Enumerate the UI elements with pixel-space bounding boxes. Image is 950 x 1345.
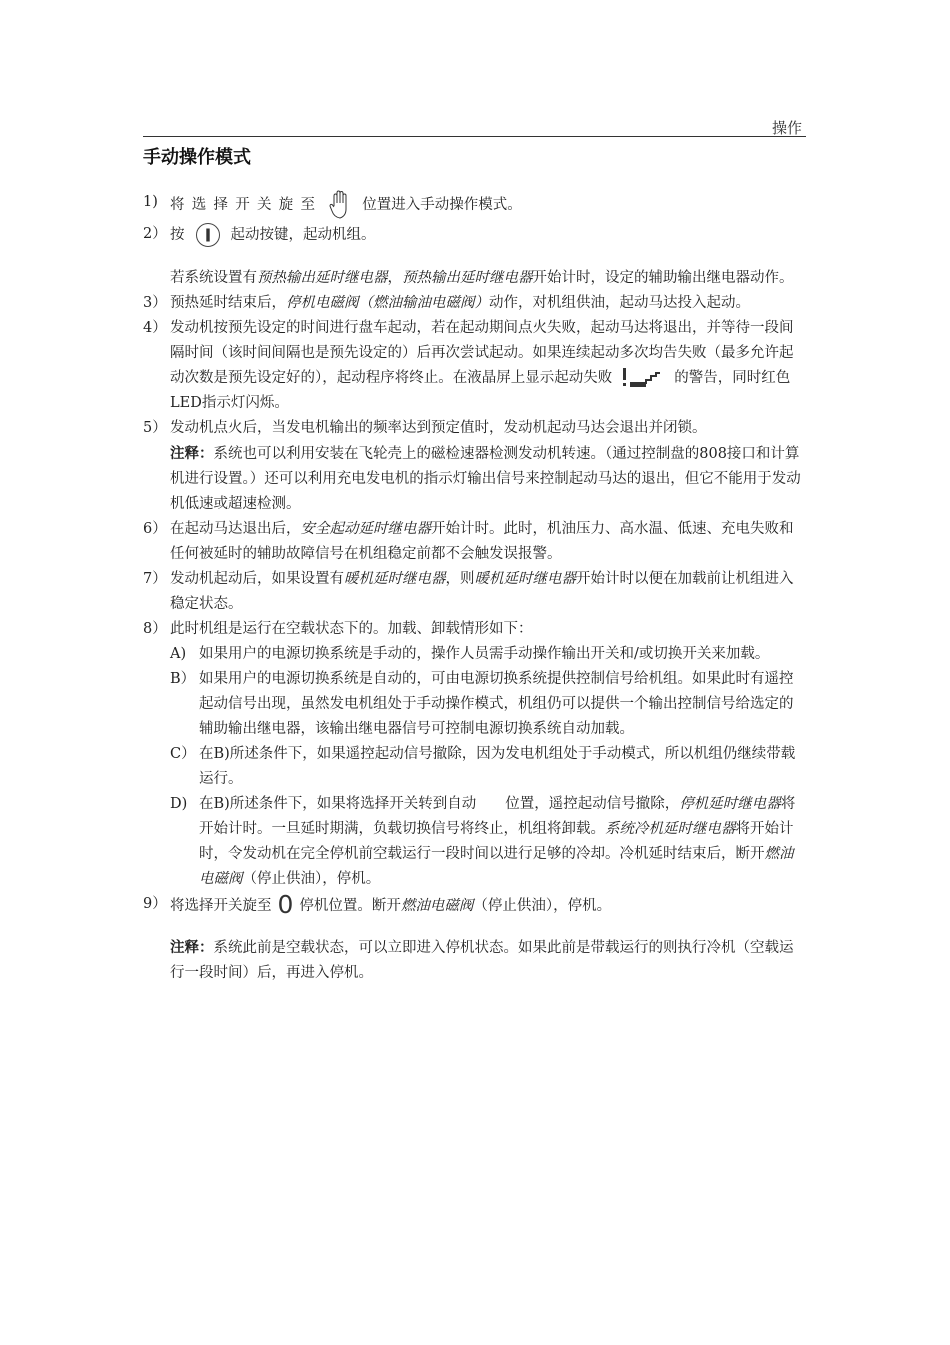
text: 将开始计时，令发动机在完全停机前空载运行一段时间以进行足够的冷却。冷机延时结束后，断开 [199, 821, 794, 862]
text: 若系统设置有 [170, 270, 257, 286]
step-8-d [170, 792, 806, 892]
text: 开始计时。此时，机油压力、高水温、低速、充电失败和任何被延时的辅助故障信号在机组稳定前都不会触发误报警。 [170, 521, 794, 562]
note-label: 注释： [170, 445, 214, 462]
text: ，则 [445, 571, 475, 587]
sub-number: D) [170, 796, 188, 812]
text: 在B)所述条件下，如果将选择开关转到自动 位置，遥控起动信号撤除， [199, 796, 680, 812]
step-8-a [170, 642, 806, 667]
step-3 [143, 291, 806, 316]
page-title: 手动操作模式 [143, 147, 251, 168]
italic-term: 暖机延时继电器 [344, 571, 446, 587]
italic-term: 安全起动延时继电器 [300, 521, 431, 537]
step-text: 按 [170, 227, 185, 243]
content-body [143, 190, 806, 986]
step-6 [143, 517, 806, 567]
section-header: 操作 [772, 119, 803, 137]
text: 此时机组是运行在空载状态下的。加载、卸载情形如下： [170, 621, 533, 637]
sub-text: 如果用户的电源切换系统是自动的，可由电源切换系统提供控制信号给机组。如果此时有遥控起动信号出现，虽然发电机组处于手动操作模式，机组仍可以提供一个输出控制信号给选定的辅助输出继电器，该输出继电器信号可控制电源切换系统自动加载。 [199, 671, 794, 737]
sub-number: A) [170, 646, 187, 662]
preheat-paragraph [170, 266, 806, 291]
italic-term: 停机延时继电器 [679, 796, 781, 812]
step-number: 7） [143, 571, 167, 587]
sub-number: B） [170, 671, 196, 687]
step-number: 3） [143, 295, 167, 311]
text: 将选择开关旋至 [170, 898, 272, 914]
note-2 [170, 935, 806, 986]
text: 停机位置。断开 [299, 898, 401, 914]
note-1 [170, 441, 806, 517]
step-number: 6） [143, 521, 167, 537]
text: 预热延时结束后， [170, 295, 286, 311]
step-text: 位置进入手动操作模式。 [362, 197, 522, 213]
step-number: 2） [143, 226, 167, 242]
step-2 [143, 222, 806, 248]
text: 在起动马达退出后， [170, 521, 301, 537]
step-8 [143, 617, 806, 642]
stop-position-icon: 0 [277, 890, 294, 919]
step-4 [143, 316, 806, 416]
italic-term: 停机电磁阀（燃油输油电磁阀） [286, 295, 489, 311]
text: （停止供油），停机。 [473, 898, 612, 914]
text: 发动机点火后，当发电机输出的频率达到预定值时，发动机起动马达会退出并闭锁。 [170, 420, 707, 436]
italic-term: 暖机延时继电器 [474, 571, 576, 587]
text: 发动机起动后，如果设置有 [170, 571, 344, 587]
text: 动作，对机组供油，起动马达投入起动。 [489, 295, 750, 311]
step-number: 1) [143, 194, 158, 210]
text: 开始计时以便在加载前让机组进入稳定状态。 [170, 571, 794, 612]
italic-term: 系统冷机延时继电器 [605, 821, 736, 837]
step-number: 5） [143, 420, 167, 436]
start-key-icon [195, 222, 221, 248]
note-label: 注释： [170, 939, 214, 956]
note-text: 系统也可以利用安装在飞轮壳上的磁检速器检测发动机转速。（通过控制盘的808接口和计算机进行设置。）还可以利用充电发电机的指示灯输出信号来控制起动马达的退出，但它不能用于发动机低速或超速检测。 [170, 446, 801, 512]
text: 开始计时，设定的辅助输出继电器动作。 [532, 270, 794, 286]
step-8-b [170, 667, 806, 742]
text: ， [387, 270, 402, 286]
step-5 [143, 416, 806, 441]
step-text: 起动按键，起动机组。 [230, 227, 376, 243]
sub-text: 在B)所述条件下，如果遥控起动信号撤除，因为发电机组处于手动模式，所以机组仍继续带载运行。 [199, 746, 796, 787]
step-7 [143, 567, 806, 617]
sub-text: 如果用户的电源切换系统是手动的，操作人员需手动操作输出开关和/或切换开关来加载。 [199, 646, 770, 662]
italic-term: 预热输出延时继电器 [402, 270, 533, 286]
italic-term: 预热输出延时继电器 [257, 270, 388, 286]
step-1 [143, 190, 806, 220]
text: 发动机按预先设定的时间进行盘车起动，若在起动期间点火失败，起动马达将退出，并等待一段间隔时间（该时间间隔也是预先设定的）后再次尝试起动。如果连续起动多次均告失败（最多允许起动次数是预先设定好的），起动程序将终止。在液晶屏上显示起动失败 [170, 320, 794, 386]
text: 将开始计时。一旦延时期满，负载切换信号将终止，机组将卸载。 [199, 796, 796, 837]
header-divider [143, 136, 806, 137]
start-fail-warning-icon [620, 367, 666, 389]
step-8-c [170, 742, 806, 792]
sub-number: C） [170, 746, 196, 762]
step-9 [143, 892, 806, 919]
italic-term: 燃油电磁阀 [400, 898, 474, 914]
note-text: 系统此前是空载状态，可以立即进入停机状态。如果此前是带载运行的则执行冷机（空载运行一段时间）后，再进入停机。 [170, 940, 794, 981]
step-number: 4） [143, 320, 167, 336]
text: （停止供油），停机。 [242, 871, 381, 887]
italic-term: 燃油电磁阀 [199, 846, 794, 887]
step-text: 将选择开关旋至 [170, 197, 323, 213]
step-number: 9） [143, 896, 167, 912]
step-number: 8） [143, 621, 167, 637]
hand-icon [328, 190, 352, 220]
text: 的警告，同时红色LED指示灯闪烁。 [170, 370, 791, 411]
